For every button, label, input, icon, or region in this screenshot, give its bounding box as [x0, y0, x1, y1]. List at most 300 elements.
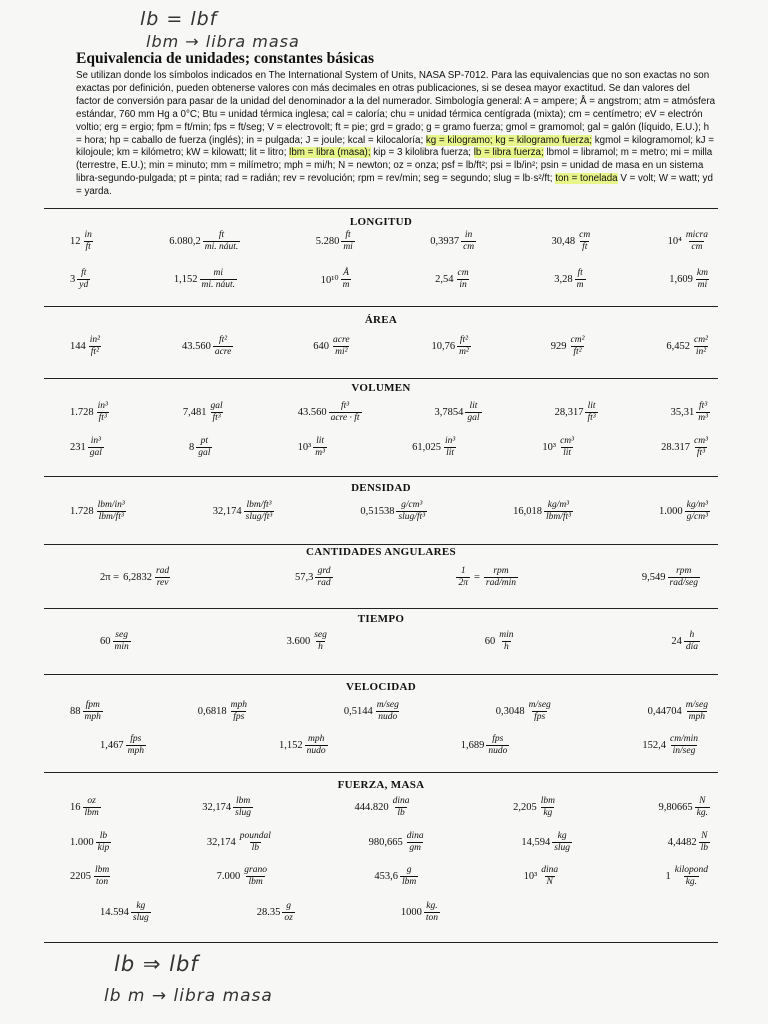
- denominator-unit: ft³: [587, 413, 596, 423]
- conversion-factor: [182, 335, 233, 358]
- factor-value: 16: [70, 802, 81, 813]
- fraction: [668, 566, 701, 589]
- denominator-unit: lbm: [84, 808, 99, 818]
- fraction: [96, 401, 110, 424]
- denominator-unit: m³: [698, 413, 708, 423]
- section-divider: [44, 942, 718, 943]
- factor-value: 1,467: [100, 740, 124, 751]
- section-title: ÁREA: [364, 314, 398, 326]
- numerator-unit: m/seg: [528, 700, 551, 710]
- section-title: LONGITUD: [349, 216, 413, 228]
- fraction: [154, 566, 171, 589]
- numerator-unit: in: [464, 230, 473, 240]
- numerator-unit: grd: [317, 566, 331, 576]
- numerator-unit: cm: [579, 230, 591, 240]
- factor-value: 1.000: [70, 837, 94, 848]
- conversion-row: [70, 700, 710, 723]
- conversion-row: [70, 500, 710, 523]
- fraction: [209, 401, 225, 424]
- numerator-unit: cm/min: [670, 734, 698, 744]
- numerator-unit: lbm: [235, 796, 251, 806]
- intro-text: kgmol = kilogramomol; kJ = kilojoule; km = kilómetro; kW = kilowatt; lit = litro;: [76, 134, 714, 159]
- numerator-unit: in: [84, 230, 92, 240]
- highlighted-text: lb = libra fuerza;: [473, 147, 544, 159]
- conversion-row: [70, 831, 710, 854]
- factor-value: 16,018: [513, 506, 542, 517]
- numerator-unit: kg: [557, 831, 567, 841]
- fraction: [229, 700, 249, 723]
- fraction: [685, 500, 710, 523]
- denominator-unit: slug: [554, 843, 571, 853]
- factor-value: 10³: [542, 442, 557, 453]
- denominator-unit: m: [342, 280, 350, 290]
- conversion-factor: [257, 901, 295, 924]
- denominator-unit: lbm: [248, 877, 263, 887]
- numerator-unit: gal: [210, 401, 223, 411]
- factor-value: 0,5144: [343, 706, 373, 717]
- fraction: [242, 865, 269, 888]
- numerator-unit: dina: [406, 831, 424, 841]
- conversion-factor: [70, 401, 110, 424]
- conversion-factor: [183, 401, 225, 424]
- numerator-unit: min: [499, 630, 514, 640]
- factor-value: 43.560: [181, 341, 211, 352]
- numerator-unit: ft: [345, 230, 351, 240]
- numerator-unit: h: [689, 630, 695, 640]
- fraction: [424, 901, 440, 924]
- conversion-factor: [456, 566, 518, 589]
- fraction: [400, 865, 418, 888]
- conversion-row: [70, 865, 710, 888]
- factor-value: 10⁴: [667, 236, 682, 247]
- denominator-unit: ft: [582, 242, 588, 252]
- factor-value: 57,3: [295, 572, 314, 583]
- conversion-factor: [668, 831, 710, 854]
- denominator-unit: rad: [317, 578, 331, 588]
- conversion-factor: [70, 796, 101, 819]
- factor-value: 10³: [523, 871, 538, 882]
- numerator-unit: ft: [577, 268, 583, 278]
- factor-value: 10¹⁰: [320, 274, 339, 286]
- factor-value: 2,205: [513, 802, 537, 813]
- numerator-unit: rpm: [493, 566, 509, 576]
- fraction: [77, 268, 90, 291]
- numerator-unit: m/seg: [376, 700, 399, 710]
- denominator-unit: lbm/ft³: [545, 512, 571, 522]
- conversion-factor: [355, 796, 412, 819]
- denominator-unit: slug: [132, 913, 149, 923]
- numerator-unit: Å: [343, 268, 349, 278]
- factor-value: 60: [100, 636, 111, 647]
- fraction: [331, 335, 352, 358]
- denominator-unit: nudo: [378, 712, 398, 722]
- denominator-unit: acre · ft: [330, 413, 360, 423]
- denominator-unit: gal: [198, 448, 211, 458]
- section-title: CANTIDADES ANGULARES: [306, 546, 456, 558]
- numerator-unit: km: [696, 268, 708, 278]
- numerator-unit: kilopond: [674, 865, 708, 875]
- conversion-row: [100, 734, 700, 757]
- numerator-unit: mph: [230, 700, 247, 710]
- highlighted-text: lbm = libra (masa);: [289, 147, 371, 159]
- conversion-factor: [551, 335, 587, 358]
- fraction: [88, 335, 102, 358]
- numerator-unit: cm²: [694, 335, 708, 345]
- factor-value: 4,4482: [667, 837, 697, 848]
- highlighted-text: kg = kilogramo; kg = kilogramo fuerza;: [425, 134, 592, 146]
- fraction: [341, 268, 352, 291]
- numerator-unit: N: [699, 796, 706, 806]
- numerator-unit: lit: [587, 401, 596, 411]
- factor-value: 8: [189, 442, 195, 453]
- denominator-unit: kip: [97, 843, 110, 853]
- conversion-factor: [661, 436, 710, 459]
- factor-value: 0,3937: [430, 236, 460, 247]
- denominator-unit: 2π: [458, 578, 468, 588]
- factor-value: 60: [484, 636, 496, 647]
- factor-value: 0,44704: [647, 706, 682, 717]
- conversion-row: [100, 566, 700, 589]
- conversion-factor: [70, 335, 102, 358]
- fraction: [93, 865, 111, 888]
- numerator-unit: dina: [541, 865, 559, 875]
- conversion-factor: [70, 865, 111, 888]
- fraction: [238, 831, 273, 854]
- numerator-unit: rad: [155, 566, 170, 576]
- factor-value: 7.000: [216, 871, 241, 882]
- denominator-unit: acre: [214, 347, 232, 357]
- fraction: [196, 436, 212, 459]
- denominator-unit: mi. náut.: [204, 242, 239, 252]
- conversion-row: [100, 901, 440, 924]
- numerator-unit: lbm/ft³: [246, 500, 272, 510]
- page-title: Equivalencia de unidades; constantes básicas: [76, 50, 374, 67]
- factor-value: 24: [671, 636, 682, 647]
- factor-value: 30,48: [551, 236, 576, 247]
- conversion-factor: [669, 268, 710, 291]
- fraction: [131, 901, 151, 924]
- factor-value: 6,2832: [123, 572, 152, 583]
- conversion-factor: [100, 630, 131, 653]
- denominator-unit: slug/ft³: [398, 512, 426, 522]
- conversion-factor: [344, 700, 401, 723]
- conversion-factor: [666, 335, 710, 358]
- section-title: FUERZA, MASA: [337, 779, 425, 791]
- handwritten-note-bottom-2: lb m → libra masa: [104, 986, 273, 1006]
- numerator-unit: ft: [218, 230, 225, 240]
- fraction: [96, 831, 112, 854]
- factor-value: 12: [70, 236, 81, 247]
- intro-text: kip = 3 kilolibra fuerza;: [370, 147, 474, 159]
- numerator-unit: in³: [90, 436, 101, 446]
- conversion-factor: [316, 230, 355, 253]
- denominator-unit: yd: [79, 280, 89, 290]
- fraction: [405, 831, 426, 854]
- fraction: [699, 831, 710, 854]
- factor-value: 152,4: [642, 740, 667, 751]
- denominator-unit: kg.: [685, 877, 698, 887]
- denominator-unit: m³: [315, 448, 325, 458]
- numerator-unit: ft³: [699, 401, 708, 411]
- conversion-factor: [70, 831, 111, 854]
- factor-value: 0,3048: [495, 706, 525, 717]
- conversion-factor: [70, 230, 94, 253]
- fraction: [558, 436, 576, 459]
- conversion-factor: [461, 734, 510, 757]
- fraction: [396, 500, 427, 523]
- fraction: [233, 796, 253, 819]
- factor-value: 32,174: [206, 837, 236, 848]
- denominator-unit: lb: [700, 843, 708, 853]
- fraction: [486, 734, 509, 757]
- fraction: [527, 700, 553, 723]
- fraction: [88, 436, 104, 459]
- conversion-factor: [554, 268, 585, 291]
- denominator-unit: nudo: [488, 746, 508, 756]
- denominator-unit: mph: [688, 712, 706, 722]
- numerator-unit: seg: [314, 630, 327, 640]
- denominator-unit: slug: [235, 808, 251, 818]
- denominator-unit: h: [503, 642, 509, 652]
- fraction: [282, 901, 294, 924]
- conversion-row: [70, 230, 710, 253]
- conversion-factor: [642, 566, 700, 589]
- numerator-unit: m/seg: [685, 700, 708, 710]
- conversion-factor: [207, 831, 273, 854]
- factor-value: 9,80665: [658, 802, 693, 813]
- section-divider: [44, 674, 718, 675]
- fraction: [305, 734, 328, 757]
- numerator-unit: rpm: [676, 566, 692, 576]
- factor-value: 1,152: [173, 274, 198, 285]
- conversion-factor: [360, 500, 427, 523]
- fraction: [456, 268, 471, 291]
- conversion-factor: [298, 436, 327, 459]
- intro-paragraph: [76, 70, 716, 199]
- fraction: [456, 566, 470, 589]
- fraction: [96, 500, 127, 523]
- denominator-unit: in: [459, 280, 467, 290]
- factor-value: 640: [313, 341, 330, 352]
- conversion-factor: [659, 500, 710, 523]
- numerator-unit: fpm: [85, 700, 100, 710]
- factor-value: 10,76: [431, 341, 456, 352]
- section-divider: [44, 476, 718, 477]
- factor-value: 2,54: [435, 274, 454, 285]
- fraction: [684, 230, 710, 253]
- fraction: [313, 436, 327, 459]
- numerator-unit: lbm/in³: [97, 500, 125, 510]
- numerator-unit: mph: [307, 734, 325, 744]
- denominator-unit: h: [318, 642, 323, 652]
- conversion-factor: [279, 734, 328, 757]
- conversion-factor: [513, 796, 557, 819]
- section-title: TIEMPO: [357, 613, 405, 625]
- conversion-factor: [496, 700, 553, 723]
- fraction: [113, 630, 131, 653]
- denominator-unit: ton: [425, 913, 438, 923]
- denominator-unit: cm: [691, 242, 703, 252]
- numerator-unit: seg: [115, 630, 128, 640]
- conversion-row: [70, 268, 710, 291]
- conversion-factor: [369, 831, 426, 854]
- denominator-unit: rev: [156, 578, 169, 588]
- fraction: [200, 268, 238, 291]
- fraction: [539, 796, 557, 819]
- denominator-unit: lb: [397, 808, 405, 818]
- numerator-unit: N: [701, 831, 708, 841]
- fraction: [539, 865, 560, 888]
- fraction: [673, 865, 710, 888]
- factor-value: 10³: [297, 442, 312, 453]
- numerator-unit: kg: [136, 901, 146, 911]
- factor-value: 6,452: [666, 341, 691, 352]
- highlighted-text: ton = tonelada: [555, 173, 618, 185]
- factor-value: 1: [665, 871, 671, 882]
- conversion-factor: [213, 500, 274, 523]
- fraction: [684, 700, 710, 723]
- denominator-unit: lit: [563, 448, 571, 458]
- conversion-row: [100, 630, 700, 653]
- factor-value: 6.080,2: [169, 236, 201, 247]
- fraction: [315, 566, 332, 589]
- numerator-unit: lbm: [540, 796, 555, 806]
- numerator-unit: lit: [316, 436, 325, 446]
- numerator-unit: g: [406, 865, 412, 875]
- factor-value: 43.560: [297, 407, 327, 418]
- conversion-factor: [666, 865, 711, 888]
- fraction: [544, 500, 573, 523]
- factor-value: 3,28: [554, 274, 573, 285]
- fraction: [692, 335, 710, 358]
- conversion-factor: [198, 700, 249, 723]
- fraction: [696, 401, 710, 424]
- conversion-factor: [298, 401, 362, 424]
- denominator-unit: fps: [534, 712, 546, 722]
- conversion-factor: [70, 268, 90, 291]
- denominator-unit: ft²: [573, 347, 582, 357]
- numerator-unit: in²: [89, 335, 100, 345]
- conversion-factor: [521, 831, 572, 854]
- denominator-unit: día: [685, 642, 698, 652]
- denominator-unit: lbm: [401, 877, 417, 887]
- denominator-unit: mph: [84, 712, 101, 722]
- fraction: [575, 268, 586, 291]
- handwritten-note-top-1: lb = lbf: [140, 8, 218, 30]
- conversion-factor: [189, 436, 212, 459]
- handwritten-note-top-2: lbm → libra masa: [146, 32, 300, 51]
- factor-value: 1.000: [659, 506, 683, 517]
- denominator-unit: kg: [543, 808, 553, 818]
- fraction: [695, 268, 710, 291]
- conversion-factor: [401, 901, 440, 924]
- factor-value: 453,6: [374, 871, 398, 882]
- numerator-unit: lb: [99, 831, 108, 841]
- factor-value: 2205: [70, 871, 91, 882]
- denominator-unit: lbm/ft³: [98, 512, 124, 522]
- fraction: [577, 230, 592, 253]
- conversion-factor: [542, 436, 576, 459]
- factor-value: 1.728: [70, 407, 94, 418]
- fraction: [692, 436, 710, 459]
- factor-value: 14,594: [521, 837, 551, 848]
- conversion-factor: [435, 401, 482, 424]
- fraction: [203, 230, 241, 253]
- denominator-unit: m: [576, 280, 584, 290]
- angle-expression: 2π =: [100, 572, 120, 583]
- conversion-factor: [100, 566, 171, 589]
- handwritten-note-bottom-1: lb ⇒ lbf: [114, 952, 199, 976]
- fraction: [443, 436, 457, 459]
- factor-value: 929: [550, 341, 567, 352]
- conversion-row: [70, 401, 710, 424]
- denominator-unit: mi. náut.: [201, 280, 236, 290]
- factor-value: 980,665: [368, 837, 403, 848]
- numerator-unit: micra: [685, 230, 708, 240]
- numerator-unit: cm: [457, 268, 469, 278]
- fraction: [497, 630, 515, 653]
- conversion-factor: [374, 865, 418, 888]
- conversion-factor: [552, 230, 593, 253]
- conversion-factor: [524, 865, 561, 888]
- factor-value: 28,317: [554, 407, 584, 418]
- conversion-factor: [70, 436, 104, 459]
- conversion-factor: [174, 268, 237, 291]
- numerator-unit: fps: [130, 734, 142, 744]
- denominator-unit: mph: [127, 746, 144, 756]
- denominator-unit: lb: [251, 843, 260, 853]
- numerator-unit: in³: [97, 401, 108, 411]
- conversion-factor: [313, 335, 351, 358]
- numerator-unit: acre: [333, 335, 350, 345]
- factor-value: 32,174: [202, 802, 232, 813]
- section-title: DENSIDAD: [351, 482, 411, 494]
- conversion-factor: [295, 566, 333, 589]
- numerator-unit: lit: [469, 401, 478, 411]
- factor-value: 14.594: [100, 907, 129, 918]
- fraction: [465, 401, 481, 424]
- factor-value: 28.317: [661, 442, 691, 453]
- fraction: [83, 230, 94, 253]
- conversion-factor: [513, 500, 573, 523]
- denominator-unit: mi: [697, 280, 708, 290]
- factor-value: 231: [70, 442, 86, 453]
- conversion-factor: [432, 335, 471, 358]
- equals-sign: =: [474, 572, 480, 583]
- conversion-factor: [671, 401, 710, 424]
- fraction: [461, 230, 476, 253]
- factor-value: 0,51538: [360, 506, 395, 517]
- conversion-factor: [671, 630, 700, 653]
- denominator-unit: rad/seg: [669, 578, 698, 588]
- fraction: [684, 630, 700, 653]
- numerator-unit: mi: [213, 268, 224, 278]
- factor-value: 144: [70, 341, 86, 352]
- numerator-unit: grano: [244, 865, 267, 875]
- factor-value: 1.728: [70, 506, 94, 517]
- factor-value: 3,7854: [434, 407, 464, 418]
- fraction: [126, 734, 146, 757]
- factor-value: 444.820: [354, 802, 389, 813]
- section-divider: [44, 544, 718, 545]
- factor-value: 35,31: [670, 407, 695, 418]
- intro-text: Se utilizan donde los símbolos indicados en The International System of Units, NASA SP-7012. Para las equivalencias que no son exactas no son exactas por definición, pueden obtenerse valores con más decimales en otras publicaciones, si se desea mayor exactitud. Se dan valores del factor de conversión para pasar de la unidad del denominador a la del numerador. Simbología general: A = ampere; Å = angstrom; atm = atmósfera estándar, 760 mm Hg a 0°C; Btu = unidad térmica inglesa; cal = caloría; chu = unidad térmica centígrada (mixta); cm = centímetro; eV = electrón voltio; erg = ergio; fpm = ft/min; fps = ft/seg; V = electrovolt; ft = pie; grd = grado; g = gramo fuerza; gmol = gramomol; gal = galón (líquido, E.U.); h = hora; hp = caballo de fuerza (inglés); in = pulgada; J = joule; kcal = kilocaloría;: [76, 70, 716, 146]
- factor-value: 9,549: [641, 572, 666, 583]
- intro-text: lbmol = libramol; m = metro; mi = milla (terrestre, E.U.); min = minuto; mm = milímetro; mph = mi/h; N = newton; oz = onza; psf = lb/ft²; psi = lb/in²; psin = unidad de masa en un sistema libra-segundo-pulgada; pt = pinta; rad = radián; rev = revolución; rpm = rev/min; seg = segundo; slug = lb·s²/ft;: [76, 147, 713, 185]
- conversion-factor: [202, 796, 253, 819]
- numerator-unit: pt: [200, 436, 209, 446]
- numerator-unit: ft²: [219, 335, 228, 345]
